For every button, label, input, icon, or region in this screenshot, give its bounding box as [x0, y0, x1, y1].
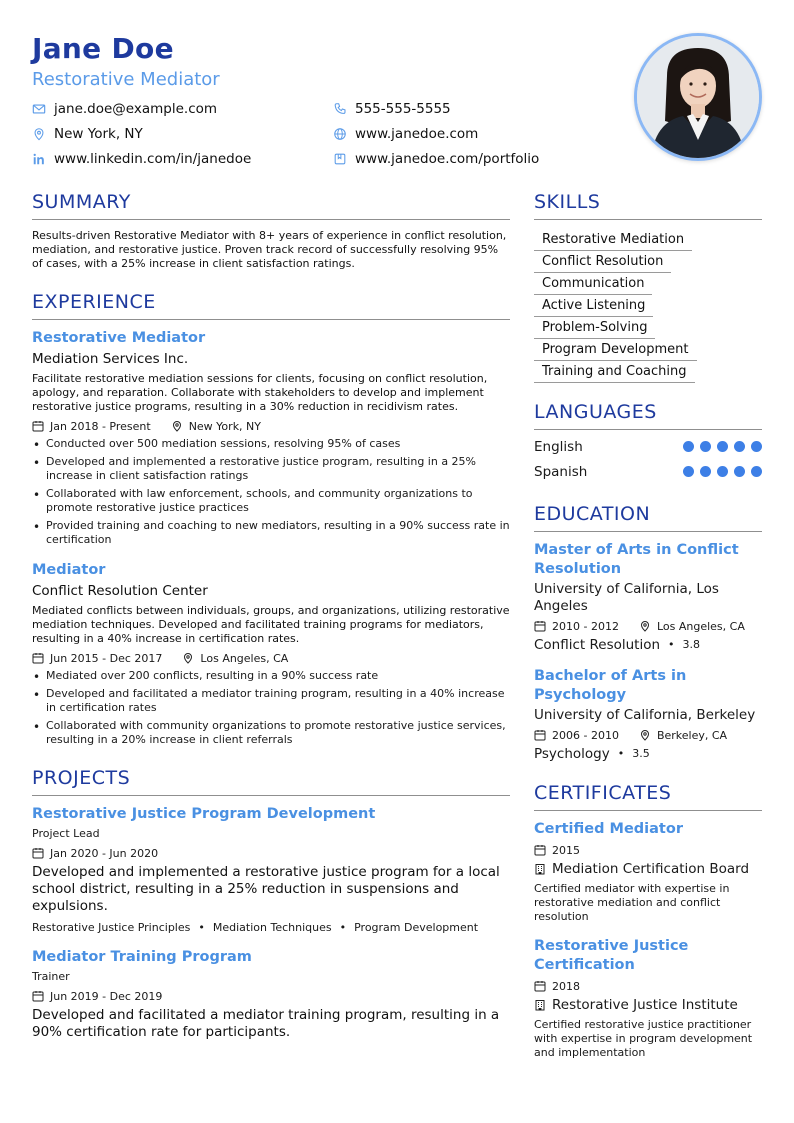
job-title: Mediator	[32, 562, 106, 578]
calendar-icon	[32, 990, 44, 1002]
list-item: • Provided training and coaching to new mediators, resulting in a 90% success rate in certification	[32, 519, 510, 547]
candidate-name: Jane Doe	[32, 32, 174, 65]
profile-photo-illustration	[637, 36, 759, 158]
skill-tag: Problem-Solving	[534, 318, 655, 339]
education-dates: 2010 - 2012	[552, 619, 619, 633]
location-pin-icon	[182, 652, 194, 664]
project-description: Developed and facilitated a mediator training program, resulting in a 90% certification rate for participants.	[32, 1007, 500, 1040]
education-school: University of California, Berkeley	[534, 707, 756, 723]
certificates-heading: CERTIFICATES	[534, 781, 762, 811]
education-gpa: 3.5	[632, 747, 650, 760]
languages-heading: LANGUAGES	[534, 400, 762, 430]
job-meta	[32, 650, 510, 666]
job-location	[171, 420, 261, 433]
job-title: Restorative Mediator	[32, 330, 206, 346]
project-description: Developed and implemented a restorative justice program for a local school district, resulting in a 25% reduction in suspensions and expulsions.	[32, 864, 500, 914]
contact-linkedin[interactable]	[32, 149, 251, 169]
contact-email[interactable]	[32, 99, 217, 119]
skill-tag: Training and Coaching	[534, 362, 695, 383]
experience-section	[32, 290, 510, 747]
projects-heading: PROJECTS	[32, 766, 510, 796]
project-tags	[32, 921, 510, 934]
phone-text: 555-555-5555	[355, 101, 451, 117]
calendar-icon	[534, 729, 546, 741]
languages-section	[534, 400, 762, 484]
project-title: Mediator Training Program	[32, 949, 252, 965]
email-icon	[32, 102, 46, 116]
project-entry	[32, 948, 510, 1041]
certificate-issuer-row	[534, 996, 762, 1014]
skill-tag: Restorative Mediation	[534, 230, 692, 251]
list-item: • Collaborated with law enforcement, schools, and community organizations to promote restorative justice practices	[32, 487, 510, 515]
certificate-issuer: Restorative Justice Institute	[552, 997, 738, 1013]
education-dates: 2006 - 2010	[552, 728, 619, 742]
project-entry	[32, 805, 510, 934]
language-row	[534, 459, 762, 484]
job-company: Conflict Resolution Center	[32, 583, 208, 599]
language-level-dots	[683, 441, 762, 452]
linkedin-text: www.linkedin.com/in/janedoe	[54, 151, 252, 167]
skills-section	[534, 190, 762, 382]
portfolio-text: www.janedoe.com/portfolio	[355, 151, 540, 167]
project-tag: Mediation Techniques	[212, 921, 332, 934]
calendar-icon	[32, 420, 44, 432]
summary-section	[32, 190, 510, 271]
list-item: • Collaborated with community organizations to promote restorative justice services, resulting in a 20% increase in client referrals	[32, 719, 510, 747]
level-dot	[734, 466, 745, 477]
skill-tag: Communication	[534, 274, 652, 295]
field-separator: •	[668, 638, 675, 651]
certificate-title: Certified Mediator	[534, 821, 683, 837]
email-text: jane.doe@example.com	[54, 101, 218, 117]
project-tag: Restorative Justice Principles	[32, 921, 191, 934]
project-dates: Jun 2019 - Dec 2019	[50, 989, 163, 1003]
education-field: Conflict Resolution	[534, 637, 661, 653]
certificate-meta	[534, 842, 762, 858]
resume-header	[32, 30, 632, 91]
certificate-description: Certified mediator with expertise in restorative mediation and conflict resolution	[534, 882, 730, 923]
project-role: Project Lead	[32, 827, 100, 840]
education-entry	[534, 667, 762, 763]
globe-icon	[333, 127, 347, 141]
summary-heading: SUMMARY	[32, 190, 510, 220]
linkedin-icon	[32, 152, 46, 166]
right-column	[534, 190, 762, 1060]
job-dates: Jun 2015 - Dec 2017	[50, 651, 163, 665]
calendar-icon	[534, 620, 546, 632]
left-column	[32, 190, 510, 1041]
location-pin-icon	[639, 620, 651, 632]
certificate-entry	[534, 937, 762, 1060]
certificate-year: 2018	[552, 979, 580, 993]
certificate-entry	[534, 820, 762, 924]
level-dot	[751, 466, 762, 477]
contact-location	[32, 124, 143, 144]
education-field: Psychology	[534, 746, 610, 762]
job-entry	[32, 561, 510, 747]
job-location-text: Los Angeles, CA	[200, 651, 289, 665]
education-section	[534, 502, 762, 763]
education-location	[639, 620, 745, 633]
level-dot	[717, 466, 728, 477]
project-dates: Jan 2020 - Jun 2020	[50, 846, 159, 860]
education-field-row	[534, 636, 762, 654]
project-tag: Program Development	[354, 921, 479, 934]
project-meta	[32, 845, 510, 861]
education-gpa: 3.8	[682, 638, 701, 651]
project-meta	[32, 988, 510, 1004]
certificate-description: Certified restorative justice practitioner with expertise in program development and implementation	[534, 1018, 753, 1059]
level-dot	[683, 466, 694, 477]
certificate-meta	[534, 978, 762, 994]
calendar-icon	[534, 844, 546, 856]
profile-photo	[634, 33, 762, 161]
education-location-text: Los Angeles, CA	[656, 619, 745, 633]
job-description: Mediated conflicts between individuals, groups, and organizations, utilizing restorative mediation techniques. Developed and facilitated training programs for mediators, resulting in a 40% increase in certification rates.	[32, 604, 510, 645]
list-item: • Mediated over 200 conflicts, resulting in a 90% success rate	[32, 669, 510, 683]
skills-list	[534, 228, 762, 382]
education-entry	[534, 541, 762, 654]
project-role: Trainer	[32, 970, 70, 983]
phone-icon	[333, 102, 347, 116]
level-dot	[700, 466, 711, 477]
skills-heading: SKILLS	[534, 190, 762, 220]
skill-tag: Conflict Resolution	[534, 252, 671, 273]
list-item: • Developed and implemented a restorative justice program, resulting in a 25% increase in client satisfaction ratings	[32, 455, 510, 483]
education-heading: EDUCATION	[534, 502, 762, 532]
job-bullets	[32, 437, 510, 547]
certificates-section	[534, 781, 762, 1060]
education-degree: Master of Arts in Conflict Resolution	[534, 542, 739, 577]
level-dot	[751, 441, 762, 452]
tag-separator: •	[198, 921, 205, 934]
website-text: www.janedoe.com	[355, 126, 479, 142]
certificate-issuer-row	[534, 860, 762, 878]
level-dot	[700, 441, 711, 452]
calendar-icon	[32, 652, 44, 664]
education-location	[639, 729, 727, 742]
projects-section	[32, 766, 510, 1041]
level-dot	[734, 441, 745, 452]
contact-portfolio[interactable]	[333, 149, 539, 169]
job-location-text: New York, NY	[188, 419, 261, 433]
level-dot	[717, 441, 728, 452]
education-degree: Bachelor of Arts in Psychology	[534, 668, 687, 703]
job-description: Facilitate restorative mediation sessions for clients, focusing on conflict resolution, apology, and reparation. Collaborate with stakeholders to develop and implement restorative justice programs, resulting in a 30% reduction in recidivism rates.	[32, 372, 488, 413]
certificate-year: 2015	[552, 843, 580, 857]
contact-phone[interactable]	[333, 99, 451, 119]
experience-heading: EXPERIENCE	[32, 290, 510, 320]
job-company: Mediation Services Inc.	[32, 351, 189, 367]
language-name: English	[534, 438, 583, 455]
language-level-dots	[683, 466, 762, 477]
portfolio-icon	[333, 152, 347, 166]
list-item: • Developed and facilitated a mediator training program, resulting in a 40% increase in certification rates	[32, 687, 510, 715]
location-pin-icon	[171, 420, 183, 432]
job-dates: Jan 2018 - Present	[50, 419, 151, 433]
location-text: New York, NY	[54, 126, 143, 142]
tag-separator: •	[339, 921, 347, 934]
level-dot	[683, 441, 694, 452]
institution-icon	[534, 863, 546, 875]
summary-text: Results-driven Restorative Mediator with 8+ years of experience in conflict resolution, mediation, and restorative justice. Proven track record of successfully resolving 95% of cases, with a 25% increase in client satisfaction ratings.	[32, 229, 507, 270]
certificate-title: Restorative Justice Certification	[534, 938, 689, 973]
job-bullets	[32, 669, 510, 747]
education-location-text: Berkeley, CA	[656, 728, 728, 742]
education-school: University of California, Los Angeles	[534, 581, 719, 614]
field-separator: •	[617, 747, 625, 760]
contact-website[interactable]	[333, 124, 478, 144]
language-name: Spanish	[534, 463, 588, 480]
certificate-issuer: Mediation Certification Board	[552, 861, 750, 877]
list-item: • Conducted over 500 mediation sessions, resolving 95% of cases	[32, 437, 510, 451]
calendar-icon	[534, 980, 546, 992]
skill-tag: Program Development	[534, 340, 697, 361]
job-entry	[32, 329, 510, 547]
institution-icon	[534, 999, 546, 1011]
education-meta	[534, 727, 762, 743]
job-location	[182, 652, 288, 665]
education-meta	[534, 618, 762, 634]
calendar-icon	[32, 847, 44, 859]
language-row	[534, 434, 762, 459]
location-pin-icon	[32, 127, 46, 141]
project-title: Restorative Justice Program Development	[32, 806, 376, 822]
location-pin-icon	[639, 729, 651, 741]
skill-tag: Active Listening	[534, 296, 653, 317]
education-field-row	[534, 745, 762, 763]
candidate-title: Restorative Mediator	[32, 69, 220, 90]
job-meta	[32, 418, 510, 434]
